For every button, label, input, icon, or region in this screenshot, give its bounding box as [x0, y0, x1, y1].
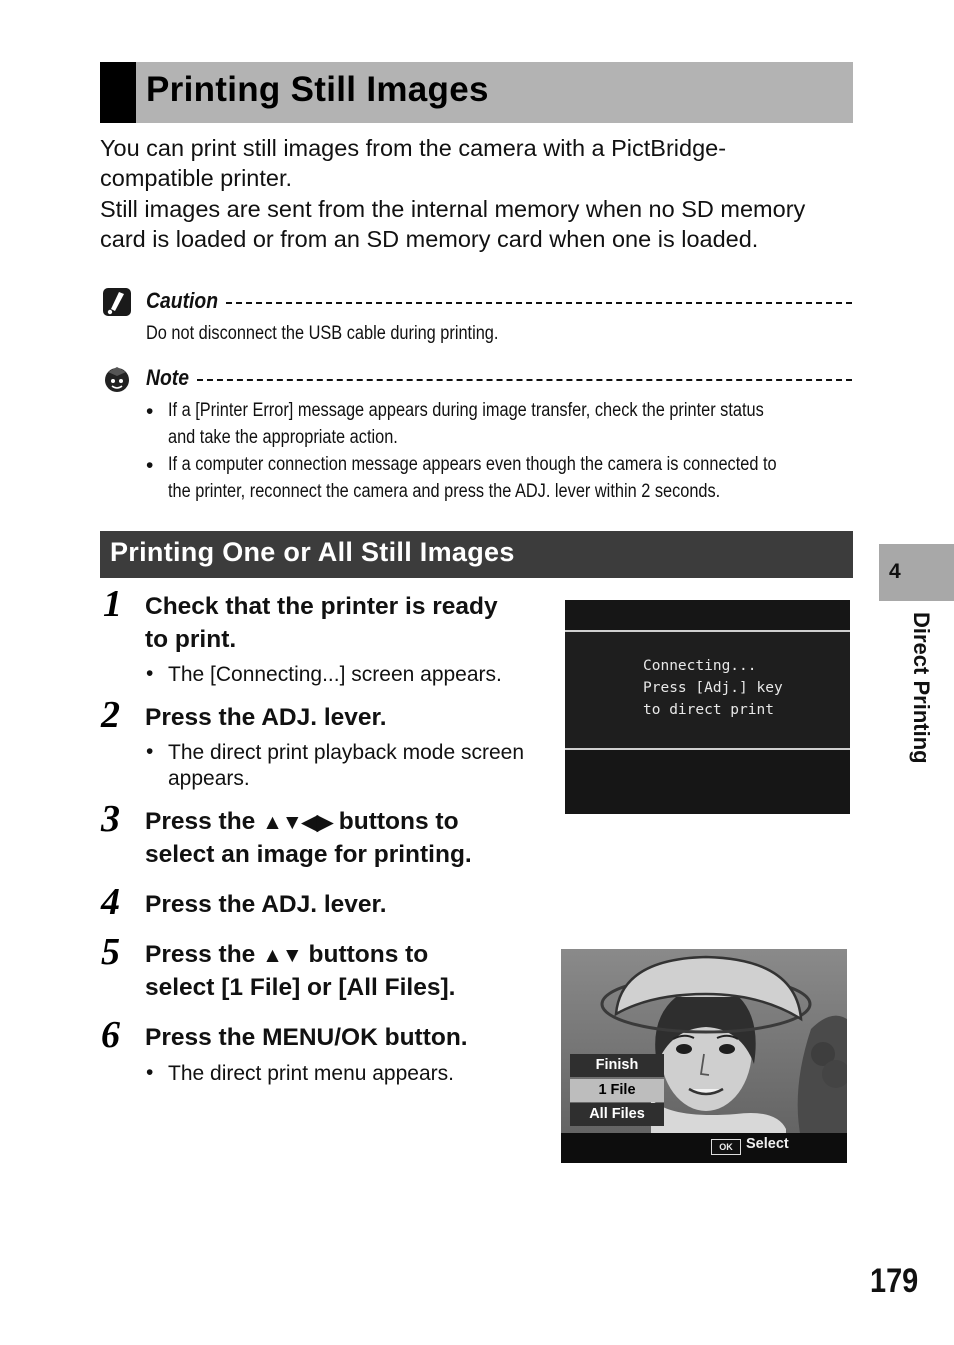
- subsection-title: Printing One or All Still Images: [110, 537, 515, 567]
- chapter-label: Direct Printing: [909, 612, 934, 764]
- title-marker: [100, 62, 136, 123]
- menu-item-finish[interactable]: Finish: [570, 1054, 664, 1077]
- step-5-line-2: select [1 File] or [All Files].: [145, 974, 456, 1001]
- intro-line-4: card is loaded or from an SD memory card when one is loaded.: [100, 226, 759, 252]
- note-bullet-2-line-2: the printer, reconnect the camera and press the ADJ. lever within 2 seconds.: [168, 481, 721, 502]
- note-label: Note: [146, 365, 190, 390]
- bullet-dot: •: [146, 454, 154, 477]
- step-6-bullet: The direct print menu appears.: [168, 1062, 454, 1085]
- step-5-line-1: Press the ▲▼ buttons to: [145, 941, 429, 968]
- direct-print-menu-screen: [561, 949, 847, 1163]
- screen-bottom-bar: [561, 1133, 847, 1163]
- page-title: Printing Still Images: [146, 70, 489, 109]
- menu-item-all-files[interactable]: All Files: [570, 1103, 664, 1126]
- chapter-number: 4: [889, 560, 901, 583]
- note-dash-line: [197, 379, 852, 381]
- intro-line-3: Still images are sent from the internal memory when no SD memory: [100, 196, 806, 222]
- note-bullet-1-line-1: If a [Printer Error] message appears during image transfer, check the printer status: [168, 400, 764, 421]
- step-number-6: 6: [101, 1014, 120, 1056]
- bullet-dot: •: [146, 400, 154, 423]
- step-1-bullet: The [Connecting...] screen appears.: [168, 663, 502, 686]
- screen-press-adj-text: Press [Adj.] key: [643, 680, 783, 696]
- up-down-arrows-icon: ▲▼: [262, 944, 302, 967]
- screen-connecting-text: Connecting...: [643, 658, 757, 674]
- direction-arrows-icon: ▲▼◀▶: [262, 811, 332, 834]
- caution-dash-line: [226, 302, 852, 304]
- step-2-bullet-line-1: The direct print playback mode screen: [168, 741, 525, 764]
- intro-line-1: You can print still images from the camera with a PictBridge-: [100, 135, 727, 161]
- step-number-1: 1: [103, 583, 122, 625]
- menu-item-1-file[interactable]: 1 File: [570, 1079, 664, 1102]
- step-6-line-1: Press the MENU/OK button.: [145, 1024, 468, 1051]
- caution-icon: [102, 287, 132, 322]
- step-number-3: 3: [101, 798, 120, 840]
- caution-label: Caution: [146, 288, 219, 313]
- intro-line-2: compatible printer.: [100, 165, 293, 191]
- step-3-line-2: select an image for printing.: [145, 841, 472, 868]
- step-number-2: 2: [101, 694, 120, 736]
- step-1-line-1: Check that the printer is ready: [145, 593, 498, 620]
- step-2-line-1: Press the ADJ. lever.: [145, 704, 387, 731]
- select-label: Select: [746, 1136, 789, 1152]
- bullet-dot: •: [146, 662, 154, 685]
- step-number-4: 4: [101, 881, 120, 923]
- step-number-5: 5: [101, 931, 120, 973]
- page-number: 179: [870, 1262, 919, 1300]
- bullet-dot: •: [146, 740, 154, 763]
- bullet-dot: •: [146, 1061, 154, 1084]
- screen-direct-print-text: to direct print: [643, 702, 774, 718]
- ok-button-icon: OK: [711, 1139, 741, 1155]
- connecting-screen: [565, 600, 850, 814]
- step-4-line-1: Press the ADJ. lever.: [145, 891, 387, 918]
- note-bullet-2-line-1: If a computer connection message appears even though the camera is connected to: [168, 454, 777, 475]
- note-bullet-1-line-2: and take the appropriate action.: [168, 427, 398, 448]
- step-2-bullet-line-2: appears.: [168, 767, 250, 790]
- step-3-line-1: Press the ▲▼◀▶ buttons to: [145, 808, 459, 835]
- caution-text: Do not disconnect the USB cable during printing.: [146, 323, 499, 344]
- step-1-line-2: to print.: [145, 626, 237, 653]
- note-icon: [102, 364, 132, 399]
